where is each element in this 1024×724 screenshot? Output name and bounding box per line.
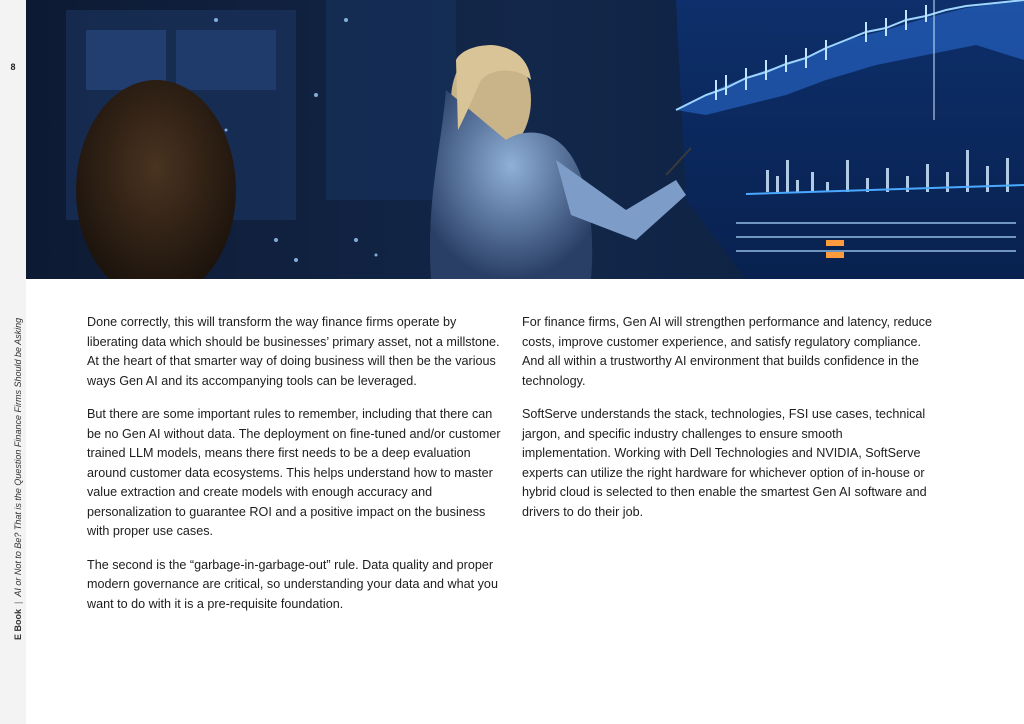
paragraph: The second is the “garbage-in-garbage-out” rule. Data quality and proper modern governance are critical, so understanding your data and what you want to do with it is a pre-requisite foundation. [87, 557, 498, 611]
rail-separator: | [13, 601, 23, 604]
paragraph: Done correctly, this will transform the way finance firms operate by liberating data which should be businesses’ primary asset, not a millstone. At the heart of that smarter way of doing business will then be the various ways Gen AI and its accompanying tools can be leveraged. [87, 315, 500, 388]
ebook-label: E Book [13, 608, 23, 640]
running-header [13, 318, 23, 640]
paragraph: But there are some important rules to remember, including that there can be no Gen AI without data. The deployment on fine-tuned and/or customer trained LLM models, means there first needs to be a deep evaluation around customer data ecosystems. This helps understand how to master value extraction and create models with enough accuracy and personalization to guarantee ROI and a positive impact on the business with proper use cases. [87, 407, 501, 538]
left-rail [0, 0, 26, 724]
right-text-column [522, 313, 934, 536]
page-number: 8 [10, 62, 16, 72]
hero-photo-illustration [26, 0, 1024, 279]
paragraph: SoftServe understands the stack, technologies, FSI use cases, technical jargon, and specific industry challenges to ensure smooth implementation. Working with Dell Technologies and NVIDIA, SoftServe experts can utilize the right hardware for whichever option of in-house or hybrid cloud is selected to then enable the smartest Gen AI software and drivers to do their job. [522, 407, 927, 519]
paragraph: For finance firms, Gen AI will strengthen performance and latency, reduce costs, improve customer experience, and satisfy regulatory compliance. And all within a trustworthy AI environment that builds confidence in the technology. [522, 315, 932, 388]
document-title: AI or Not to Be? That is the Question Finance Firms Should be Asking [13, 317, 23, 597]
left-text-column [87, 313, 505, 628]
hero-image [26, 0, 1024, 279]
